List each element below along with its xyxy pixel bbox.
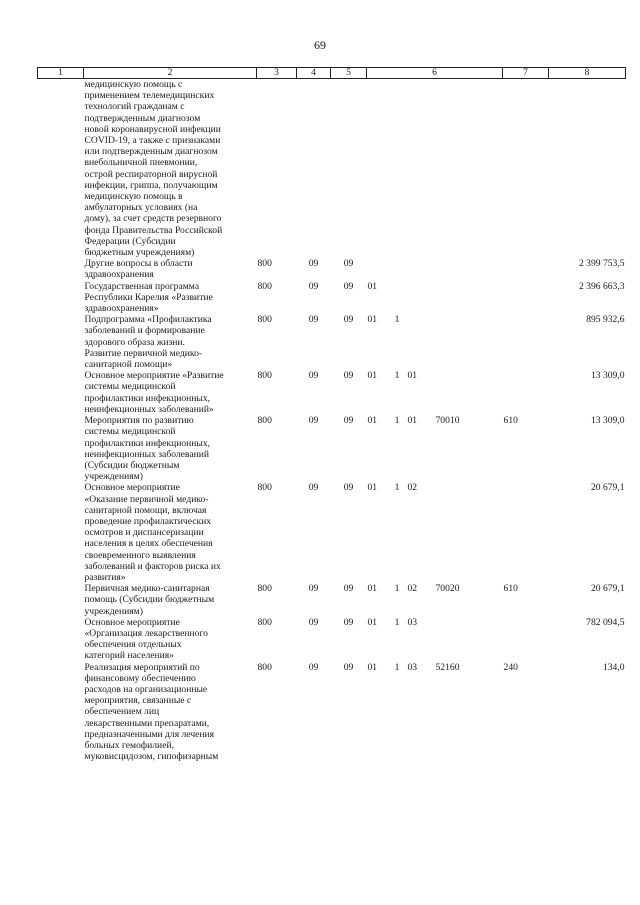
target-article-code: [435, 617, 503, 662]
ministry-code: 800: [257, 314, 272, 326]
section-code: 09: [308, 616, 319, 628]
ministry-code: 800: [257, 280, 272, 292]
table-row: [38, 415, 626, 482]
table-row: [38, 583, 626, 617]
direction-code: [407, 258, 435, 280]
expense-type-code: [503, 79, 549, 259]
subsection-code: 09: [343, 482, 354, 494]
amount: 895 932,6: [586, 314, 625, 326]
column-header-7: 7: [503, 68, 549, 79]
ministry-code: [257, 79, 297, 259]
subprogram-code: [388, 79, 407, 259]
column-header-4: 4: [297, 68, 331, 79]
column-header-6: 6: [367, 68, 503, 79]
program-code: 01: [367, 583, 378, 595]
ministry-code: 800: [257, 482, 272, 494]
row-number-cell: [38, 415, 84, 482]
table-row: [38, 370, 626, 415]
section-code: 09: [308, 314, 319, 326]
target-article-code: [435, 370, 503, 415]
subsection-code: 09: [343, 370, 354, 382]
program-code: 01: [367, 616, 378, 628]
section-code: 09: [308, 280, 319, 292]
row-number-cell: [38, 258, 84, 280]
subprogram-code: 1: [394, 415, 400, 427]
row-number-cell: [38, 370, 84, 415]
amount: 20 679,1: [590, 482, 625, 494]
amount: 13 309,0: [590, 415, 625, 427]
program-code: [367, 79, 388, 259]
section-code: 09: [308, 661, 319, 673]
direction-code: 03: [407, 661, 418, 673]
row-name: Государственная программа Республики Карелия «Развитие здравоохранения»: [84, 280, 213, 315]
row-number-cell: [38, 617, 84, 662]
expense-type-code: [503, 258, 549, 280]
page-number: 69: [314, 38, 326, 52]
section-code: [297, 79, 331, 259]
ministry-code: 800: [257, 370, 272, 382]
program-code: [367, 258, 388, 280]
amount: 134,0: [602, 661, 625, 673]
column-header-3: 3: [257, 68, 297, 79]
direction-code: 02: [407, 583, 418, 595]
program-code: 01: [367, 482, 378, 494]
program-code: 01: [367, 661, 378, 673]
table-row: [38, 258, 626, 280]
subsection-code: [331, 79, 367, 259]
target-article-code: 52160: [435, 661, 460, 673]
target-article-code: [435, 281, 503, 315]
subsection-code: 09: [343, 280, 354, 292]
amount: 782 094,5: [586, 616, 625, 628]
target-article-code: [435, 314, 503, 370]
target-article-code: [435, 79, 503, 259]
row-name: Первичная медико-санитарная помощь (Субсидии бюджетным учреждениям): [84, 583, 215, 617]
expense-type-code: [503, 617, 549, 662]
expense-type-code: [503, 281, 549, 315]
section-code: 09: [308, 370, 319, 382]
program-code: 01: [367, 280, 378, 292]
subprogram-code: 1: [394, 314, 400, 326]
ministry-code: 800: [257, 661, 272, 673]
direction-code: 03: [407, 616, 418, 628]
section-code: 09: [308, 258, 319, 270]
ministry-code: 800: [257, 583, 272, 595]
amount: 2 396 663,3: [578, 280, 625, 292]
subsection-code: 09: [343, 616, 354, 628]
ministry-code: 800: [257, 616, 272, 628]
amount: 20 679,1: [590, 583, 625, 595]
column-header-8: 8: [549, 68, 626, 79]
expense-type-code: [503, 482, 549, 583]
target-article-code: [435, 258, 503, 280]
column-header-5: 5: [331, 68, 367, 79]
subsection-code: 09: [343, 258, 354, 270]
table-row: [38, 79, 626, 259]
row-number-cell: [38, 314, 84, 370]
section-code: 09: [308, 583, 319, 595]
table-row: [38, 662, 626, 763]
row-number-cell: [38, 281, 84, 315]
expense-type-code: 610: [503, 583, 518, 595]
row-number-cell: [38, 79, 84, 259]
row-name: Основное мероприятие «Развитие системы медицинской профилактики инфекционных, неинфекционных заболеваний»: [84, 370, 224, 415]
program-code: 01: [367, 370, 378, 382]
subprogram-code: 1: [394, 661, 400, 673]
subsection-code: 09: [343, 415, 354, 427]
subsection-code: 09: [343, 314, 354, 326]
subsection-code: 09: [343, 661, 354, 673]
subprogram-code: 1: [394, 370, 400, 382]
direction-code: 02: [407, 482, 418, 494]
expense-type-code: 610: [503, 415, 518, 427]
subprogram-code: [388, 258, 407, 280]
target-article-code: 70020: [435, 583, 460, 595]
expense-type-code: [503, 370, 549, 415]
table-row: [38, 281, 626, 315]
subprogram-code: 1: [394, 583, 400, 595]
table-row: [38, 617, 626, 662]
row-number-cell: [38, 662, 84, 763]
budget-table: [37, 67, 626, 762]
direction-code: 01: [407, 415, 418, 427]
row-name: Основное мероприятие «Оказание первичной медико- санитарной помощи, включая проведение профилактических осмотров и диспансеризации населения в целях обеспечения своевременного выявления заболеваний и факторов риска их развития»: [84, 482, 221, 583]
subprogram-code: 1: [394, 616, 400, 628]
row-name: медицинскую помощь с применением телемедицинских технологий гражданам с подтвержденным диагнозом новой коронавирусной инфекции COVID-19, а также с признаками или подтвержденным диагнозом внебольничной пневмонии, острой респираторной вирусной инфекции, гриппа, получающим медицинскую помощь в амбулаторных условиях (на дому), за счет средств резервного фонда Правительства Российской Федерации (Субсидии бюджетным учреждениям): [84, 79, 223, 259]
program-code: 01: [367, 415, 378, 427]
section-code: 09: [308, 415, 319, 427]
subprogram-code: 1: [394, 482, 400, 494]
target-article-code: [435, 482, 503, 583]
table-row: [38, 314, 626, 370]
program-code: 01: [367, 314, 378, 326]
expense-type-code: [503, 314, 549, 370]
row-name: Реализация мероприятий по финансовому обеспечению расходов на организационные мероприятия, связанные с обеспечением лиц лекарственными препаратами, предназначенными для лечения больных гемофилией, муковисцидозом, гипофизарным: [84, 661, 219, 763]
row-name: Мероприятия по развитию системы медицинской профилактики инфекционных, неинфекционных заболеваний (Субсидии бюджетным учреждениям): [84, 415, 211, 483]
header-row: [38, 68, 626, 79]
expense-type-code: 240: [503, 661, 518, 673]
direction-code: [407, 314, 435, 370]
row-name: Основное мероприятие «Организация лекарственного обеспечения отдельных категорий населения»: [84, 616, 208, 662]
section-code: 09: [308, 482, 319, 494]
row-number-cell: [38, 482, 84, 583]
column-header-1: 1: [38, 68, 84, 79]
target-article-code: 70010: [435, 415, 460, 427]
table-row: [38, 482, 626, 583]
amount: 13 309,0: [590, 370, 625, 382]
subprogram-code: [388, 281, 407, 315]
direction-code: [407, 79, 435, 259]
amount: [549, 79, 626, 259]
row-number-cell: [38, 583, 84, 617]
ministry-code: 800: [257, 258, 272, 270]
subsection-code: 09: [343, 583, 354, 595]
row-name: Подпрограмма «Профилактика заболеваний и формирование здорового образа жизни. Развитие первичной медико- санитарной помощи»: [84, 314, 212, 371]
direction-code: [407, 281, 435, 315]
table-body: [38, 79, 626, 763]
row-name: Другие вопросы в области здравоохранения: [84, 258, 193, 281]
column-header-2: 2: [84, 68, 257, 79]
ministry-code: 800: [257, 415, 272, 427]
direction-code: 01: [407, 370, 418, 382]
amount: 2 399 753,5: [578, 258, 625, 270]
